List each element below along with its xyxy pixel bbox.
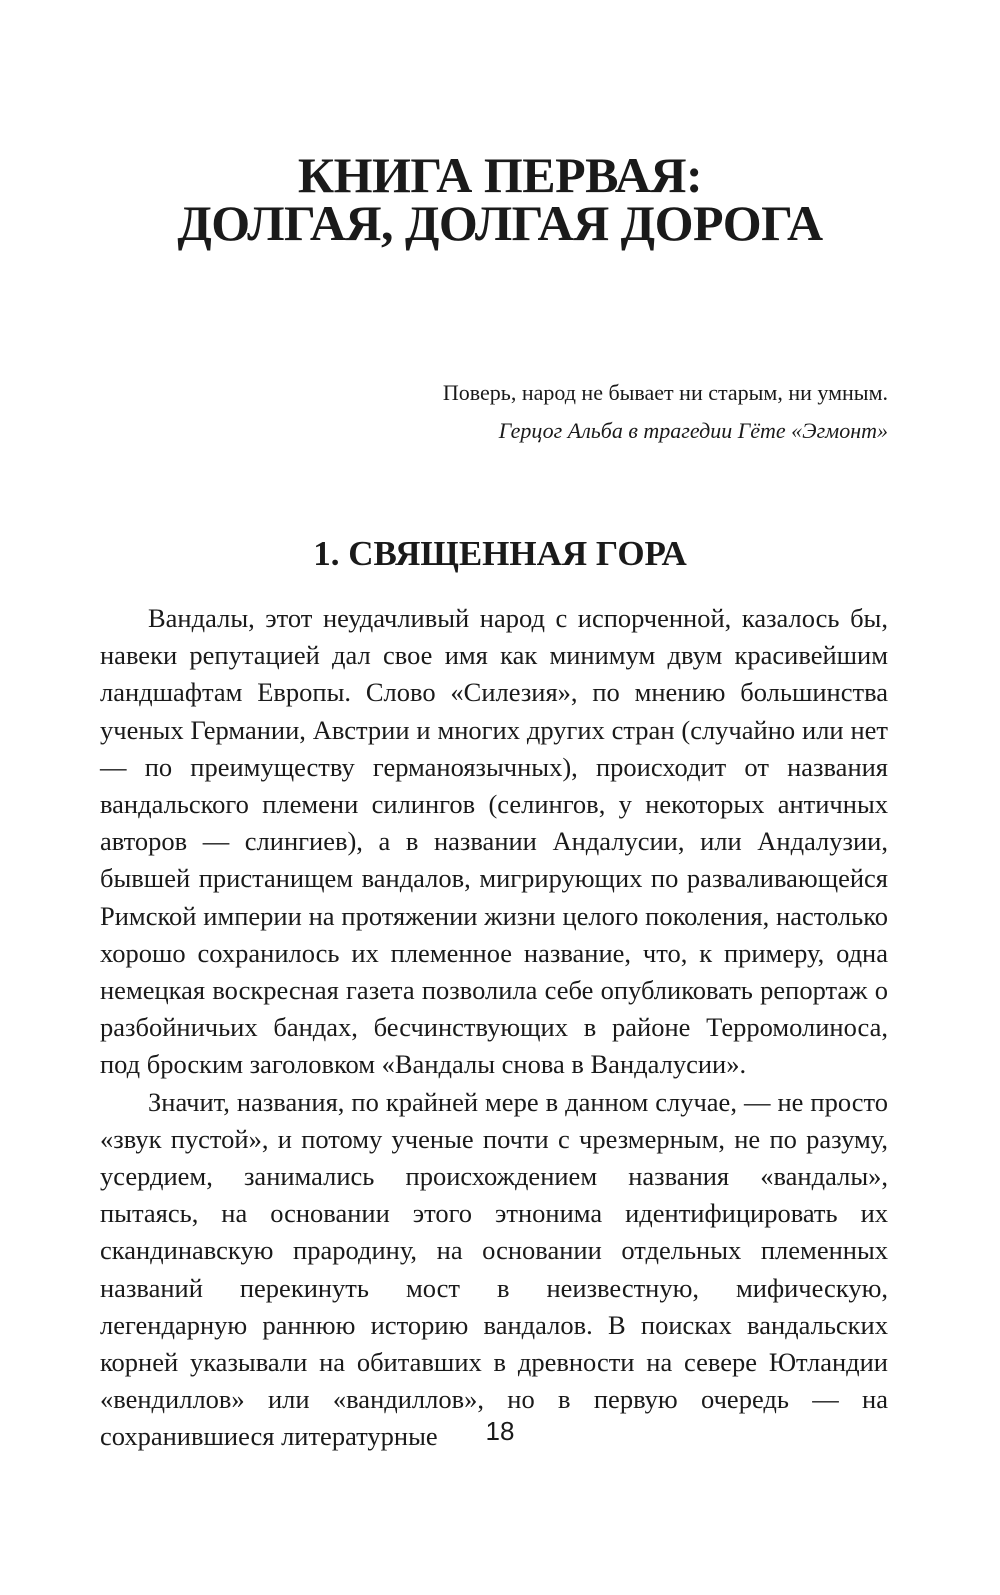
page-number: 18: [485, 1416, 515, 1446]
book-title-line-1: КНИГА ПЕРВАЯ:: [297, 147, 703, 203]
paragraph: Вандалы, этот неудачливый народ с испорченной, казалось бы, навеки репутацией дал свое имя как минимум двум красивейшим ландшафтам Европы. Слово «Силезия», по мнению большинства ученых Германии, Австрии и многих других стран (случайно или нет — по преимуществу германоязычных), происходит от названия вандальского племени силингов (селингов, у некоторых античных авторов — слингиев), а в названии Андалусии, или Андалузии, бывшей пристанищем вандалов, мигрирующих по разваливающейся Римской империи на протяжении жизни целого поколения, настолько хорошо сохранилось их племенное название, что, к примеру, одна немецкая воскресная газета позволила себе опубликовать репортаж о разбойничьих бандах, бесчинствующих в районе Терромолиноса, под броским заголовком «Вандалы снова в Вандалусии».: [100, 603, 888, 1080]
chapter-title: 1. СВЯЩЕННАЯ ГОРА: [313, 534, 687, 573]
epigraph-quote: Поверь, народ не бывает ни старым, ни умным.: [442, 380, 888, 405]
epigraph-attribution: Герцог Альба в трагедии Гёте «Эгмонт»: [498, 418, 888, 443]
paragraph: Значит, названия, по крайней мере в данном случае, — не просто «звук пустой», и потому ученые почти с чрезмерным, не по разуму, усердием, занимались происхождением названия «вандалы», пытаясь, на основании этого этнонима идентифицировать их скандинавскую прародину, на основании отдельных племенных названий перекинуть мост в неизвестную, мифическую, легендарную раннюю историю вандалов. В поисках вандальских корней указывали на обитавших в древности на севере Ютландии «вендиллов» или «вандиллов», но в первую очередь — на сохранившиеся литературные: [100, 1086, 888, 1452]
body-text: [100, 600, 888, 1456]
book-title-line-2: ДОЛГАЯ, ДОЛГАЯ ДОРОГА: [177, 195, 823, 251]
